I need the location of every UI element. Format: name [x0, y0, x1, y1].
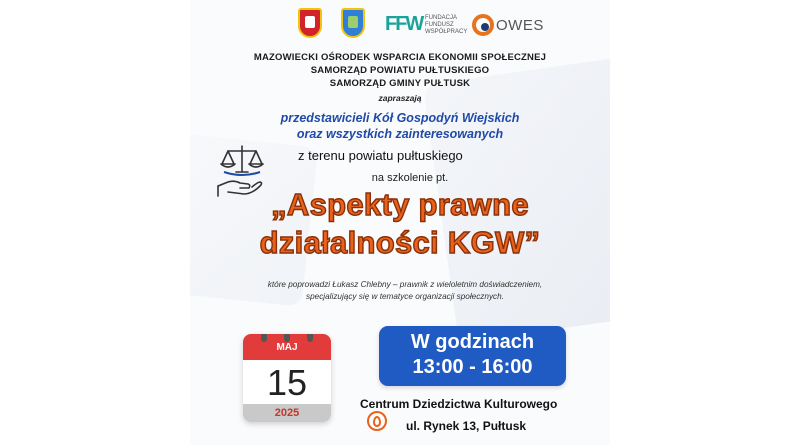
location-pin-shape	[373, 416, 381, 427]
organizer-line: SAMORZĄD GMINY PUŁTUSK	[329, 78, 471, 89]
venue-name: Centrum Dziedzictwa Kulturowego	[360, 397, 558, 411]
target-audience-line: przedstawicieli Kół Gospodyń Wiejskich	[280, 111, 520, 125]
calendar-year: 2025	[243, 404, 331, 422]
target-audience-line: oraz wszystkich zainteresowanych	[296, 127, 504, 141]
hours-box	[379, 326, 566, 386]
description-line: które poprowadzi Łukasz Chlebny – prawnik z wieloletnim doświadczeniem,	[267, 280, 543, 289]
organizer-line: MAZOWIECKI OŚRODEK WSPARCIA EKONOMII SPOŁECZNEJ	[253, 52, 547, 63]
event-poster	[190, 0, 610, 445]
training-title-line: „Aspekty prawne	[271, 187, 529, 222]
owes-logo-mark	[472, 14, 494, 36]
owes-logo-text: OWES	[496, 17, 544, 34]
calendar-ring	[307, 334, 313, 342]
ffw-logo-text: FUNDACJA FUNDUSZ WSPÓŁPRACY	[425, 15, 468, 35]
coat-of-arms-icon	[341, 8, 365, 38]
calendar-header	[243, 334, 331, 360]
training-title-line: działalności KGW”	[259, 225, 541, 260]
training-intro: na szkolenie pt.	[371, 172, 449, 184]
calendar-icon	[243, 334, 331, 422]
ffw-logo-mark: FFW	[385, 13, 423, 35]
invite-text: zapraszają	[378, 93, 422, 103]
area-text: z terenu powiatu pułtuskiego	[298, 148, 463, 163]
venue-address: ul. Rynek 13, Pułtusk	[406, 419, 527, 433]
coat-of-arms-icon	[298, 8, 322, 38]
calendar-ring	[261, 334, 267, 342]
logo-bar	[190, 6, 610, 42]
calendar-month: MAJ	[276, 342, 298, 353]
location-pin-icon	[367, 411, 387, 431]
description-line: specjalizujący się w tematyce organizacji społecznych.	[306, 292, 504, 301]
hours-label: W godzinach	[410, 331, 535, 353]
calendar-day: 15	[266, 362, 308, 403]
organizer-line: SAMORZĄD POWIATU PUŁTUSKIEGO	[310, 65, 490, 76]
hours-time: 13:00 - 16:00	[412, 356, 533, 378]
calendar-ring	[284, 334, 290, 342]
